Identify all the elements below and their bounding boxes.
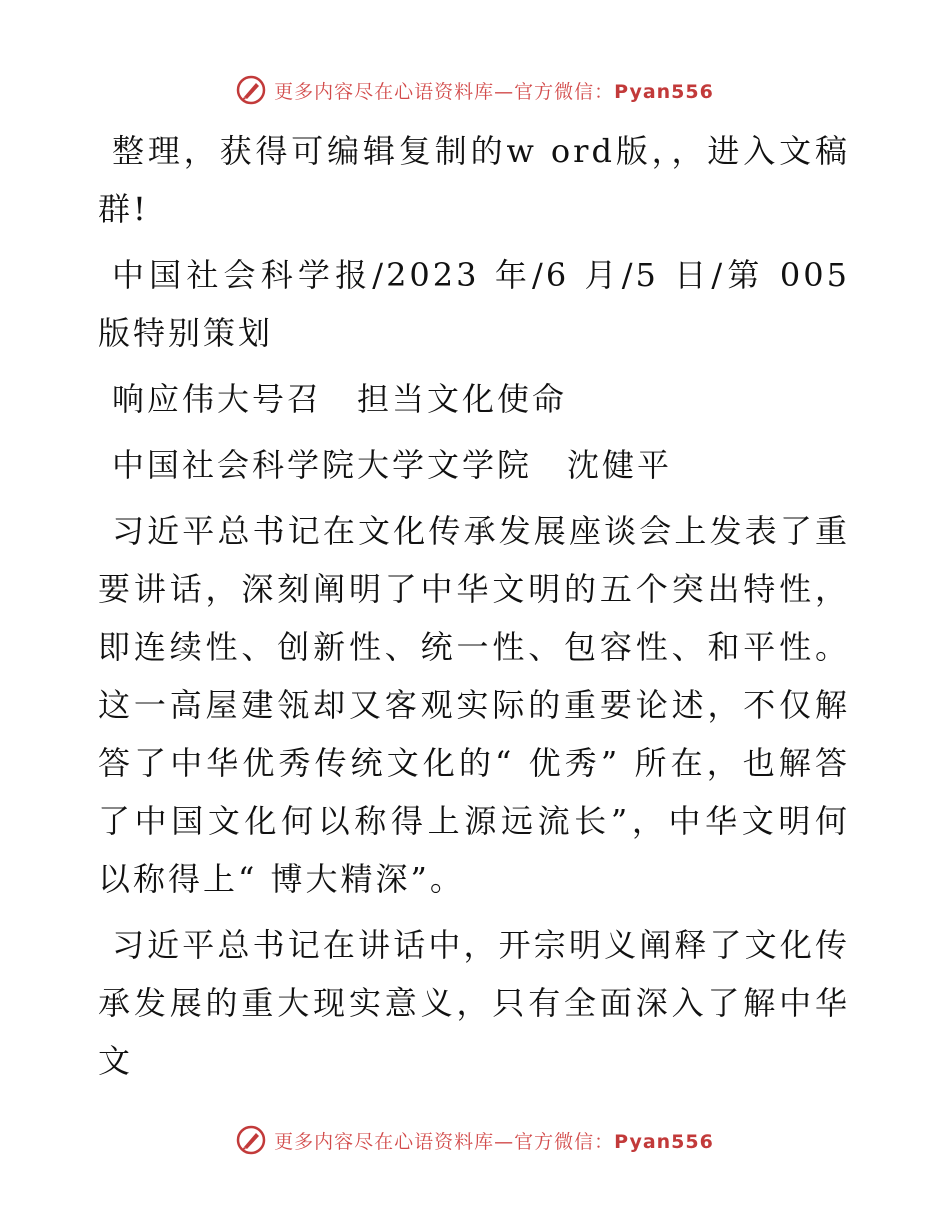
paragraph-body-2: 习近平总书记在讲话中，开宗明义阐释了文化传承发展的重大现实意义，只有全面深入了解中华文 [98, 926, 850, 1080]
article-title: 响应伟大号召 担当文化使命 [112, 380, 568, 418]
banner-text [274, 1127, 714, 1154]
quill-pen-seal-icon [236, 75, 266, 105]
banner-text [274, 77, 714, 104]
quill-pen-seal-icon [236, 1125, 266, 1155]
paragraph-body-1: 习近平总书记在文化传承发展座谈会上发表了重要讲话，深刻阐明了中华文明的五个突出特性，即连续性、创新性、统一性、包容性、和平性。这一高屋建瓴却又客观实际的重要论述，不仅解答了中华优秀传统文化的“ 优秀” 所在，也解答了中国文化何以称得上源远流长”，中华文明何以称得上“ 博大精深”。 [98, 512, 850, 898]
article-author: 中国社会科学院大学文学院 沈健平 [112, 446, 673, 484]
document-body [98, 122, 850, 1098]
paragraph-source: 中国社会科学报/2023 年/6 月/5 日/第 005 版特别策划 [98, 256, 850, 352]
banner-main-text: 更多内容尽在心语资料库—官方微信： [274, 80, 615, 103]
header-watermark-banner [0, 70, 950, 110]
banner-wechat-id: Pyan556 [614, 80, 714, 103]
paragraph-notice: 整理，获得可编辑复制的w ord版，，进入文稿群! [98, 132, 850, 228]
footer-watermark-banner [0, 1120, 950, 1160]
banner-wechat-id: Pyan556 [614, 1130, 714, 1153]
banner-main-text: 更多内容尽在心语资料库—官方微信： [274, 1130, 615, 1153]
